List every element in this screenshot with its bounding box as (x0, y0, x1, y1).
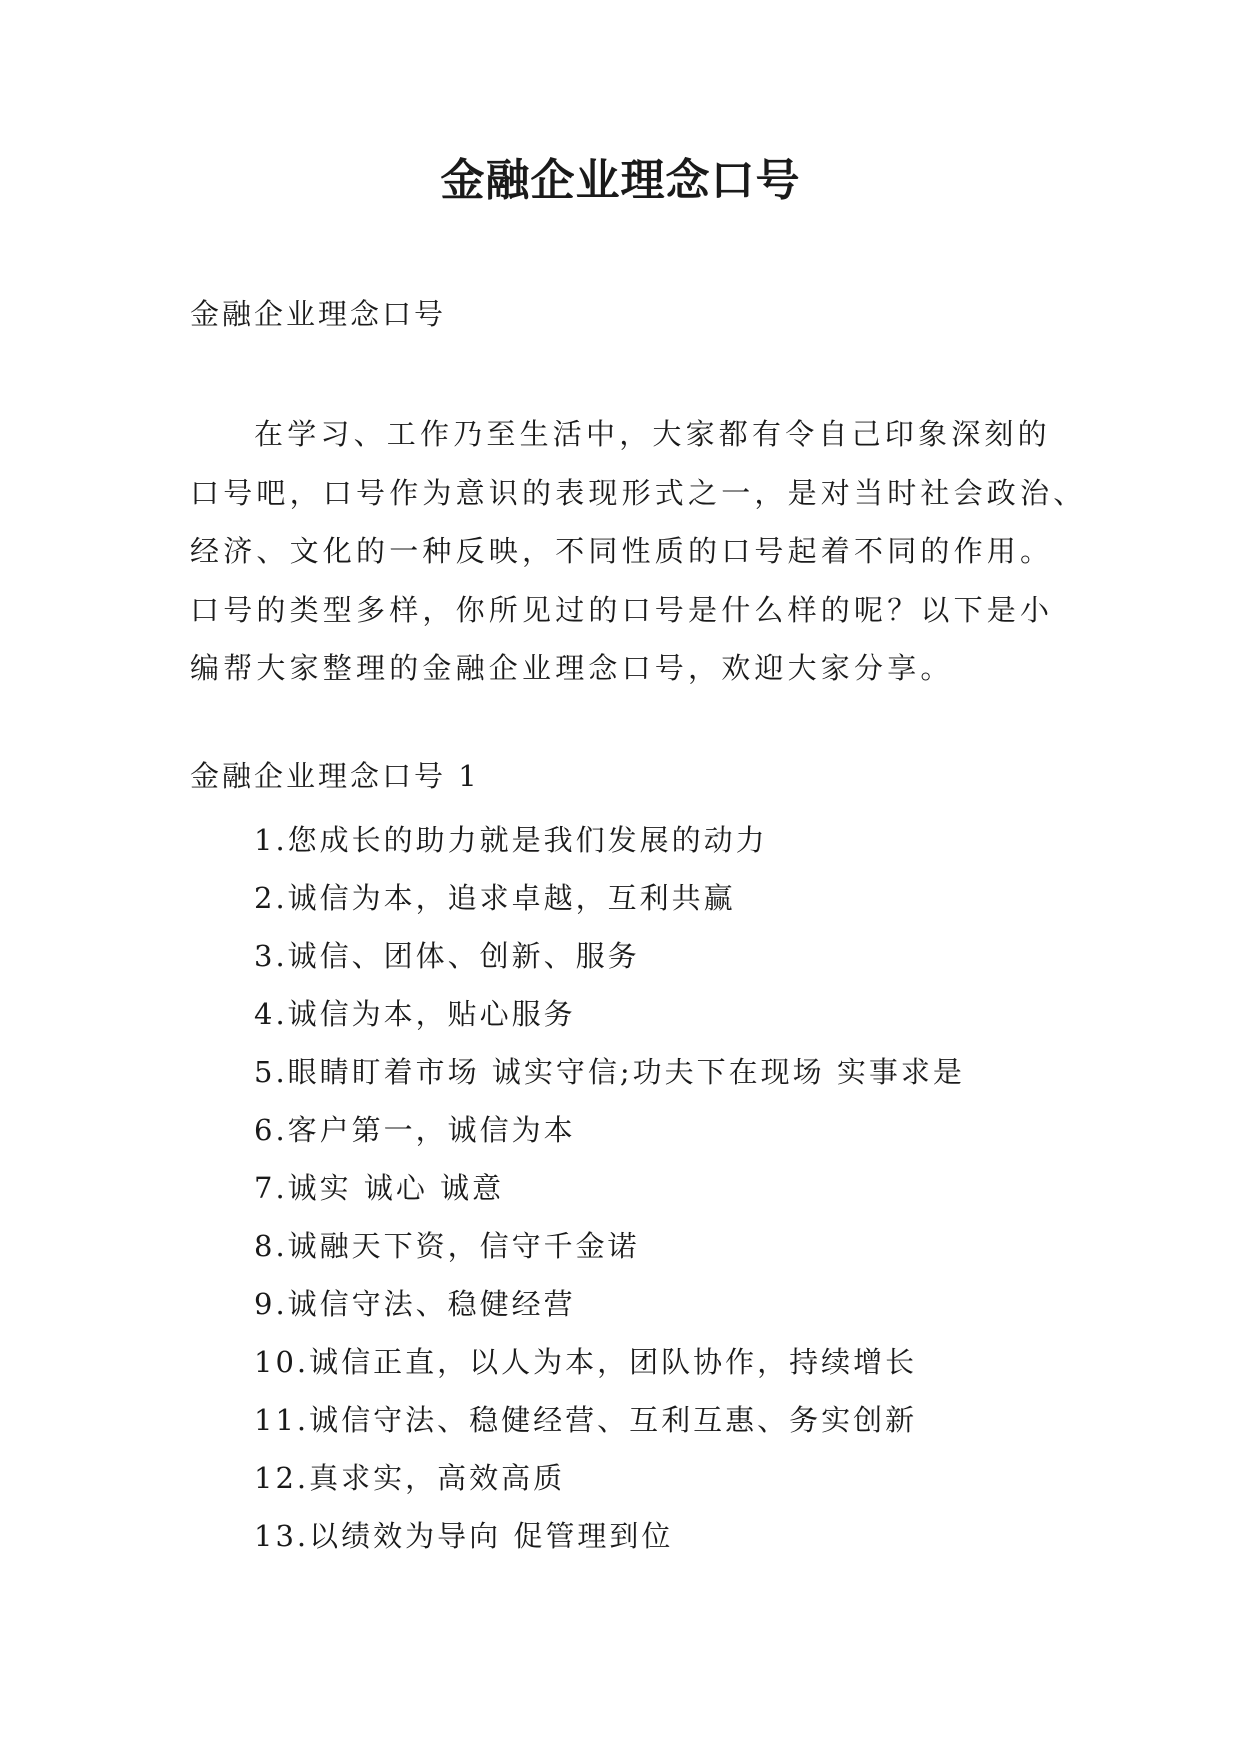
list-item: 9.诚信守法、稳健经营 (254, 1287, 576, 1321)
intro-paragraph (190, 405, 1087, 698)
list-item: 3.诚信、团体、创新、服务 (254, 939, 640, 973)
list-item: 1.您成长的助力就是我们发展的动力 (254, 823, 768, 857)
intro-line: 经济、文化的一种反映，不同性质的口号起着不同的作用。 (190, 534, 1054, 568)
document-subtitle: 金融企业理念口号 (190, 297, 447, 331)
slogan-list (254, 811, 965, 1565)
intro-line: 编帮大家整理的金融企业理念口号，欢迎大家分享。 (190, 651, 954, 685)
list-item: 10.诚信正直，以人为本，团队协作，持续增长 (254, 1345, 918, 1379)
list-item: 5.眼睛盯着市场 诚实守信;功夫下在现场 实事求是 (254, 1055, 965, 1089)
list-item: 6.客户第一，诚信为本 (254, 1113, 576, 1147)
list-item: 13.以绩效为导向 促管理到位 (254, 1519, 674, 1553)
section-heading: 金融企业理念口号 1 (190, 759, 480, 793)
list-item: 7.诚实 诚心 诚意 (254, 1171, 505, 1205)
intro-line: 口号吧，口号作为意识的表现形式之一，是对当时社会政治、 (190, 475, 1087, 510)
intro-line: 在学习、工作乃至生活中，大家都有令自己印象深刻的 (254, 417, 1051, 451)
list-item: 2.诚信为本，追求卓越，互利共赢 (254, 881, 736, 915)
list-item: 11.诚信守法、稳健经营、互利互惠、务实创新 (254, 1403, 918, 1437)
list-item: 4.诚信为本，贴心服务 (254, 997, 576, 1031)
document-title: 金融企业理念口号 (440, 155, 801, 206)
intro-line: 口号的类型多样，你所见过的口号是什么样的呢？以下是小 (190, 592, 1054, 627)
list-item: 8.诚融天下资，信守千金诺 (254, 1229, 640, 1263)
list-item: 12.真求实，高效高质 (254, 1461, 566, 1495)
